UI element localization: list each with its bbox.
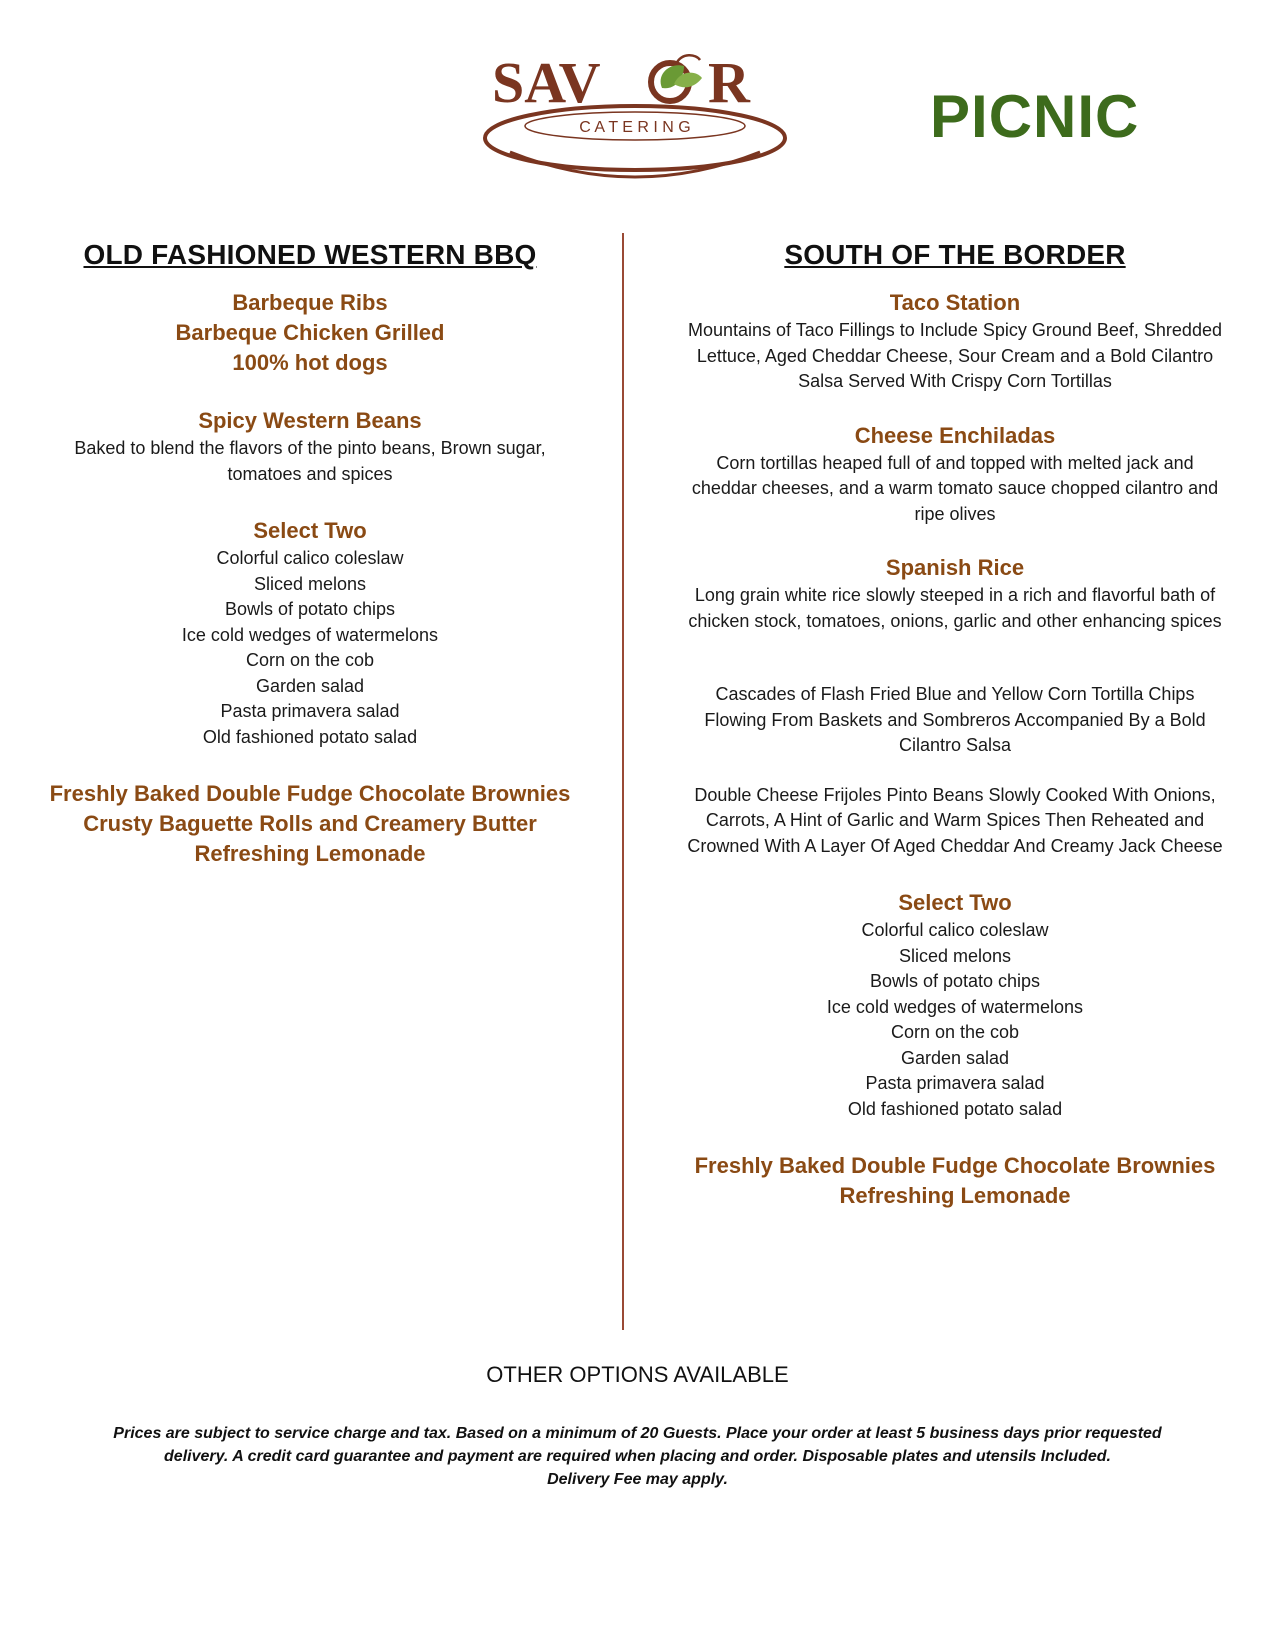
rice-section	[660, 553, 1250, 634]
menu-item: Crusty Baguette Rolls and Creamery Butter	[83, 811, 537, 836]
menu-item: Freshly Baked Double Fudge Chocolate Brownies	[49, 781, 571, 806]
other-options-note: OTHER OPTIONS AVAILABLE	[486, 1362, 789, 1387]
item-description: Flowing From Baskets and Sombreros Accompanied By a Bold	[704, 709, 1206, 730]
menu-item: Freshly Baked Double Fudge Chocolate Brownies	[694, 1153, 1216, 1178]
list-item: Ice cold wedges of watermelons	[181, 624, 439, 645]
list-item: Old fashioned potato salad	[847, 1098, 1063, 1119]
item-description: Carrots, A Hint of Garlic and Warm Spices Then Reheated and	[705, 810, 1205, 830]
page-title: PICNIC	[930, 83, 1140, 150]
list-item: Ice cold wedges of watermelons	[826, 996, 1084, 1017]
border-menu-column	[660, 232, 1250, 1211]
list-item: Pasta primavera salad	[220, 701, 400, 721]
list-item: Colorful calico coleslaw	[216, 548, 404, 568]
menu-item: Barbeque Ribs	[232, 290, 388, 315]
list-item: Sliced melons	[898, 945, 1012, 966]
item-description: Cilantro Salsa	[898, 735, 1012, 755]
section-heading: Select Two	[253, 518, 367, 543]
menu-item: 100% hot dogs	[232, 350, 388, 375]
disclaimer-line: Delivery Fee may apply.	[547, 1471, 728, 1488]
item-description: Long grain white rice slowly steeped in a rich and flavorful bath of	[694, 585, 1216, 605]
enchiladas-section	[660, 421, 1250, 528]
item-description: chicken stock, tomatoes, onions, garlic and other enhancing spices	[688, 610, 1222, 631]
select-two-section	[40, 516, 580, 750]
list-item: Bowls of potato chips	[224, 599, 396, 619]
list-item: Colorful calico coleslaw	[861, 920, 1049, 940]
item-description: tomatoes and spices	[227, 463, 393, 484]
item-description: Mountains of Taco Fillings to Include Spicy Ground Beef, Shredded	[688, 320, 1222, 340]
item-description: Crowned With A Layer Of Aged Cheddar And Creamy Jack Cheese	[687, 835, 1223, 856]
item-description: Corn tortillas heaped full of and topped with melted jack and	[716, 452, 1194, 473]
list-item: Sliced melons	[253, 573, 367, 594]
logo-wordmark-end: R	[708, 50, 750, 115]
list-item: Bowls of potato chips	[869, 971, 1041, 991]
menu-item: Refreshing Lemonade	[839, 1183, 1071, 1208]
bbq-extras	[40, 779, 580, 869]
savor-catering-logo	[470, 40, 800, 180]
pricing-disclaimer	[100, 1422, 1175, 1491]
list-item: Garden salad	[255, 675, 365, 696]
border-menu-title: SOUTH OF THE BORDER	[784, 239, 1126, 270]
frijoles-section	[660, 783, 1250, 860]
menu-item: Refreshing Lemonade	[194, 841, 426, 866]
menu-item: Barbeque Chicken Grilled	[175, 320, 445, 345]
column-divider	[622, 233, 624, 1330]
border-extras	[660, 1151, 1250, 1211]
item-description: cheddar cheeses, and a warm tomato sauce chopped cilantro and	[691, 478, 1219, 498]
item-description: Double Cheese Frijoles Pinto Beans Slowly Cooked With Onions,	[694, 784, 1216, 805]
section-heading: Spanish Rice	[885, 555, 1025, 580]
bbq-menu-title: OLD FASHIONED WESTERN BBQ	[83, 239, 537, 270]
logo-graphic	[470, 40, 800, 180]
list-item: Garden salad	[900, 1047, 1010, 1068]
section-heading: Spicy Western Beans	[198, 408, 422, 433]
taco-station-section	[660, 288, 1250, 395]
bbq-mains	[40, 288, 580, 378]
section-heading: Cheese Enchiladas	[854, 422, 1056, 448]
bbq-menu-column	[40, 232, 580, 869]
item-description: ripe olives	[914, 503, 996, 524]
item-description: Salsa Served With Crispy Corn Tortillas	[798, 371, 1112, 391]
list-item: Corn on the cob	[245, 650, 375, 670]
logo-tagline: C A T E R I N G	[579, 119, 691, 136]
list-item: Old fashioned potato salad	[202, 726, 418, 747]
select-two-section	[660, 888, 1250, 1122]
item-description: Baked to blend the flavors of the pinto beans, Brown sugar,	[74, 438, 546, 458]
section-heading: Select Two	[898, 890, 1012, 915]
item-description: Cascades of Flash Fried Blue and Yellow Corn Tortilla Chips	[715, 684, 1195, 704]
list-item: Pasta primavera salad	[865, 1073, 1045, 1093]
beans-section	[40, 406, 580, 487]
disclaimer-line: delivery. A credit card guarantee and payment are required when placing and order. Disposable plates and utensils Included.	[164, 1448, 1111, 1465]
disclaimer-line: Prices are subject to service charge and tax. Based on a minimum of 20 Guests. Place your order at least 5 business days prior requested	[113, 1425, 1162, 1442]
logo-wordmark-start: SAV	[492, 50, 601, 115]
item-description: Lettuce, Aged Cheddar Cheese, Sour Cream and a Bold Cilantro	[696, 345, 1214, 366]
section-heading: Taco Station	[889, 290, 1021, 315]
tortilla-chips-section	[660, 682, 1250, 759]
list-item: Corn on the cob	[890, 1022, 1020, 1042]
